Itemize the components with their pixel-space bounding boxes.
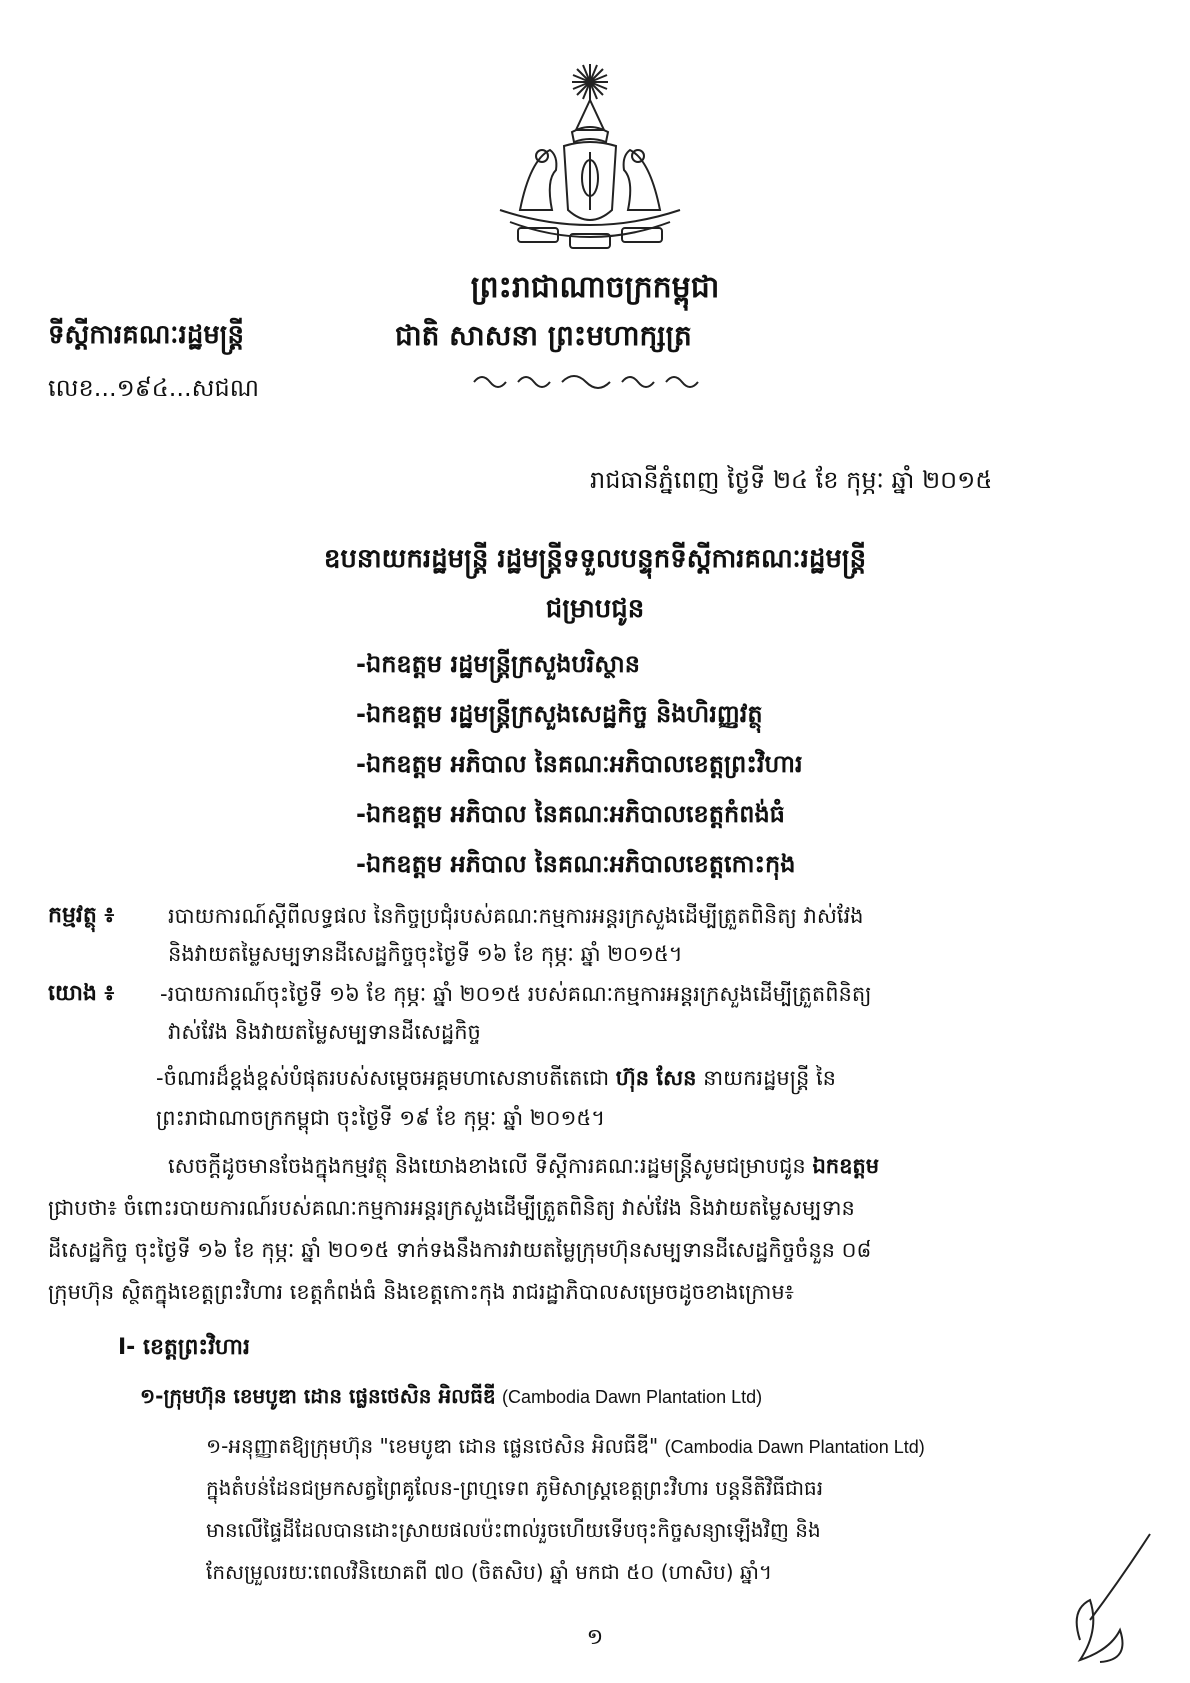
kingdom-title: ព្រះរាជាណាចក្រកម្ពុជា	[470, 270, 720, 305]
recipient-item: -ឯកឧត្តម អភិបាល នៃគណៈអភិបាលខេត្តកោះកុង	[356, 850, 796, 878]
company-heading	[140, 1378, 762, 1415]
national-motto: ជាតិ សាសនា ព្រះមហាក្សត្រ	[395, 319, 692, 352]
body-line: ដីសេដ្ឋកិច្ច ចុះថ្ងៃទី ១៦ ខែ កុម្ភៈ ឆ្នាំ ២០១៥ ទាក់ទងនឹងការវាយតម្លៃក្រុមហ៊ុនសម្បទានដីសេដ្ឋកិច្ចចំនួន ០៨	[48, 1238, 872, 1262]
decision-company-english: (Cambodia Dawn Plantation Ltd)	[664, 1437, 925, 1457]
inform-title: ជម្រាបជូន	[545, 594, 645, 624]
subject-label: កម្មវត្ថុ ៖	[48, 903, 115, 928]
sender-title: ឧបនាយករដ្ឋមន្ត្រី រដ្ឋមន្ត្រីទទួលបន្ទុកទីស្តីការគណៈរដ្ឋមន្ត្រី	[323, 544, 867, 574]
decision-text: ១-អនុញ្ញាតឱ្យក្រុមហ៊ុន "ខេមបូឌា ដោន ផ្លេនថេសិន អិលធីឌី"	[206, 1434, 659, 1458]
subject-line: របាយការណ៍ស្តីពីលទ្ធផល នៃកិច្ចប្រជុំរបស់គណៈកម្មការអន្តរក្រសួងដើម្បីត្រួតពិនិត្យ វាស់វែង	[168, 904, 864, 928]
reference-line: វាស់វែង និងវាយតម្លៃសម្បទានដីសេដ្ឋកិច្ច	[168, 1020, 481, 1044]
decision-line: មានលើផ្ទៃដីដែលបានដោះស្រាយផលប៉ះពាល់រួចហើយទើបចុះកិច្ចសន្យាឡើងវិញ និង	[206, 1518, 821, 1542]
prime-minister-name: ហ៊ុន សែន	[615, 1066, 697, 1090]
section-heading: I- ខេត្តព្រះវិហារ	[118, 1335, 250, 1360]
body-line	[168, 1148, 879, 1184]
reference-line: ព្រះរាជាណាចក្រកម្ពុជា ចុះថ្ងៃទី ១៩ ខែ កុម្ភៈ ឆ្នាំ ២០១៥។	[156, 1106, 606, 1130]
page-number: ១	[586, 1625, 604, 1650]
reference-line	[156, 1060, 836, 1096]
company-name-english: (Cambodia Dawn Plantation Ltd)	[501, 1387, 763, 1407]
body-text: សេចក្តីដូចមានចែងក្នុងកម្មវត្ថុ និងយោងខាងលើ ទីស្តីការគណៈរដ្ឋមន្ត្រីសូមជម្រាបជូន	[168, 1154, 813, 1178]
decision-line: កែសម្រួលរយៈពេលវិនិយោគពី ៧០ (ចិតសិប) ឆ្នាំ មកជា ៥០ (ហាសិប) ឆ្នាំ។	[206, 1560, 773, 1584]
reference-text: -ចំណារដ៏ខ្ពង់ខ្ពស់បំផុតរបស់សម្តេចអគ្គមហាសេនាបតីតេជោ	[156, 1066, 616, 1090]
decision-line: ក្នុងតំបន់ដែនជម្រកសត្វព្រៃគូលែន-ព្រហ្មទេព ភូមិសាស្ត្រខេត្តព្រះវិហារ បន្តនីតិវិធីជាធរ	[206, 1476, 824, 1500]
body-line: ជ្រាបថា៖ ចំពោះរបាយការណ៍របស់គណៈកម្មការអន្តរក្រសួងដើម្បីត្រួតពិនិត្យ វាស់វែង និងវាយតម្លៃសម្បទាន	[48, 1196, 855, 1220]
reference-number: លេខ...១៩៤...សជណ	[48, 374, 260, 402]
body-line: ក្រុមហ៊ុន ស្ថិតក្នុងខេត្តព្រះវិហារ ខេត្តកំពង់ធំ និងខេត្តកោះកុង រាជរដ្ឋាភិបាលសម្រេចដូចខាងក្រោម៖	[48, 1280, 794, 1304]
ornament-divider-icon	[470, 370, 710, 392]
reference-text: នាយករដ្ឋមន្ត្រី នៃ	[696, 1066, 837, 1090]
company-name-khmer: ១-ក្រុមហ៊ុន ខេមបូឌា ដោន ផ្លេនថេសិន អិលធីឌី	[140, 1384, 496, 1408]
issuing-office: ទីស្តីការគណៈរដ្ឋមន្ត្រី	[48, 320, 244, 350]
signature-initials-icon	[1050, 1530, 1160, 1670]
recipient-item: -ឯកឧត្តម រដ្ឋមន្ត្រីក្រសួងសេដ្ឋកិច្ច និងហិរញ្ញវត្ថុ	[356, 700, 763, 728]
reference-line: -របាយការណ៍ចុះថ្ងៃទី ១៦ ខែ កុម្ភៈ ឆ្នាំ ២០១៥ របស់គណៈកម្មការអន្តរក្រសួងដើម្បីត្រួតពិនិត្យ	[160, 982, 872, 1006]
recipient-item: -ឯកឧត្តម អភិបាល នៃគណៈអភិបាលខេត្តព្រះវិហារ	[356, 750, 803, 778]
body-bold-text: ឯកឧត្តម	[812, 1154, 880, 1178]
subject-line: និងវាយតម្លៃសម្បទានដីសេដ្ឋកិច្ចចុះថ្ងៃទី ១៦ ខែ កុម្ភៈ ឆ្នាំ ២០១៥។	[168, 942, 683, 966]
recipient-item: -ឯកឧត្តម អភិបាល នៃគណៈអភិបាលខេត្តកំពង់ធំ	[356, 800, 785, 828]
decision-line	[206, 1428, 925, 1465]
recipient-item: -ឯកឧត្តម រដ្ឋមន្ត្រីក្រសួងបរិស្ថាន	[356, 650, 640, 678]
date-line: រាជធានីភ្នំពេញ ថ្ងៃទី ២៤ ខែ កុម្ភៈ ឆ្នាំ ២០១៥	[590, 466, 993, 494]
reference-label: យោង ៖	[48, 981, 115, 1006]
royal-emblem-icon	[480, 60, 700, 260]
